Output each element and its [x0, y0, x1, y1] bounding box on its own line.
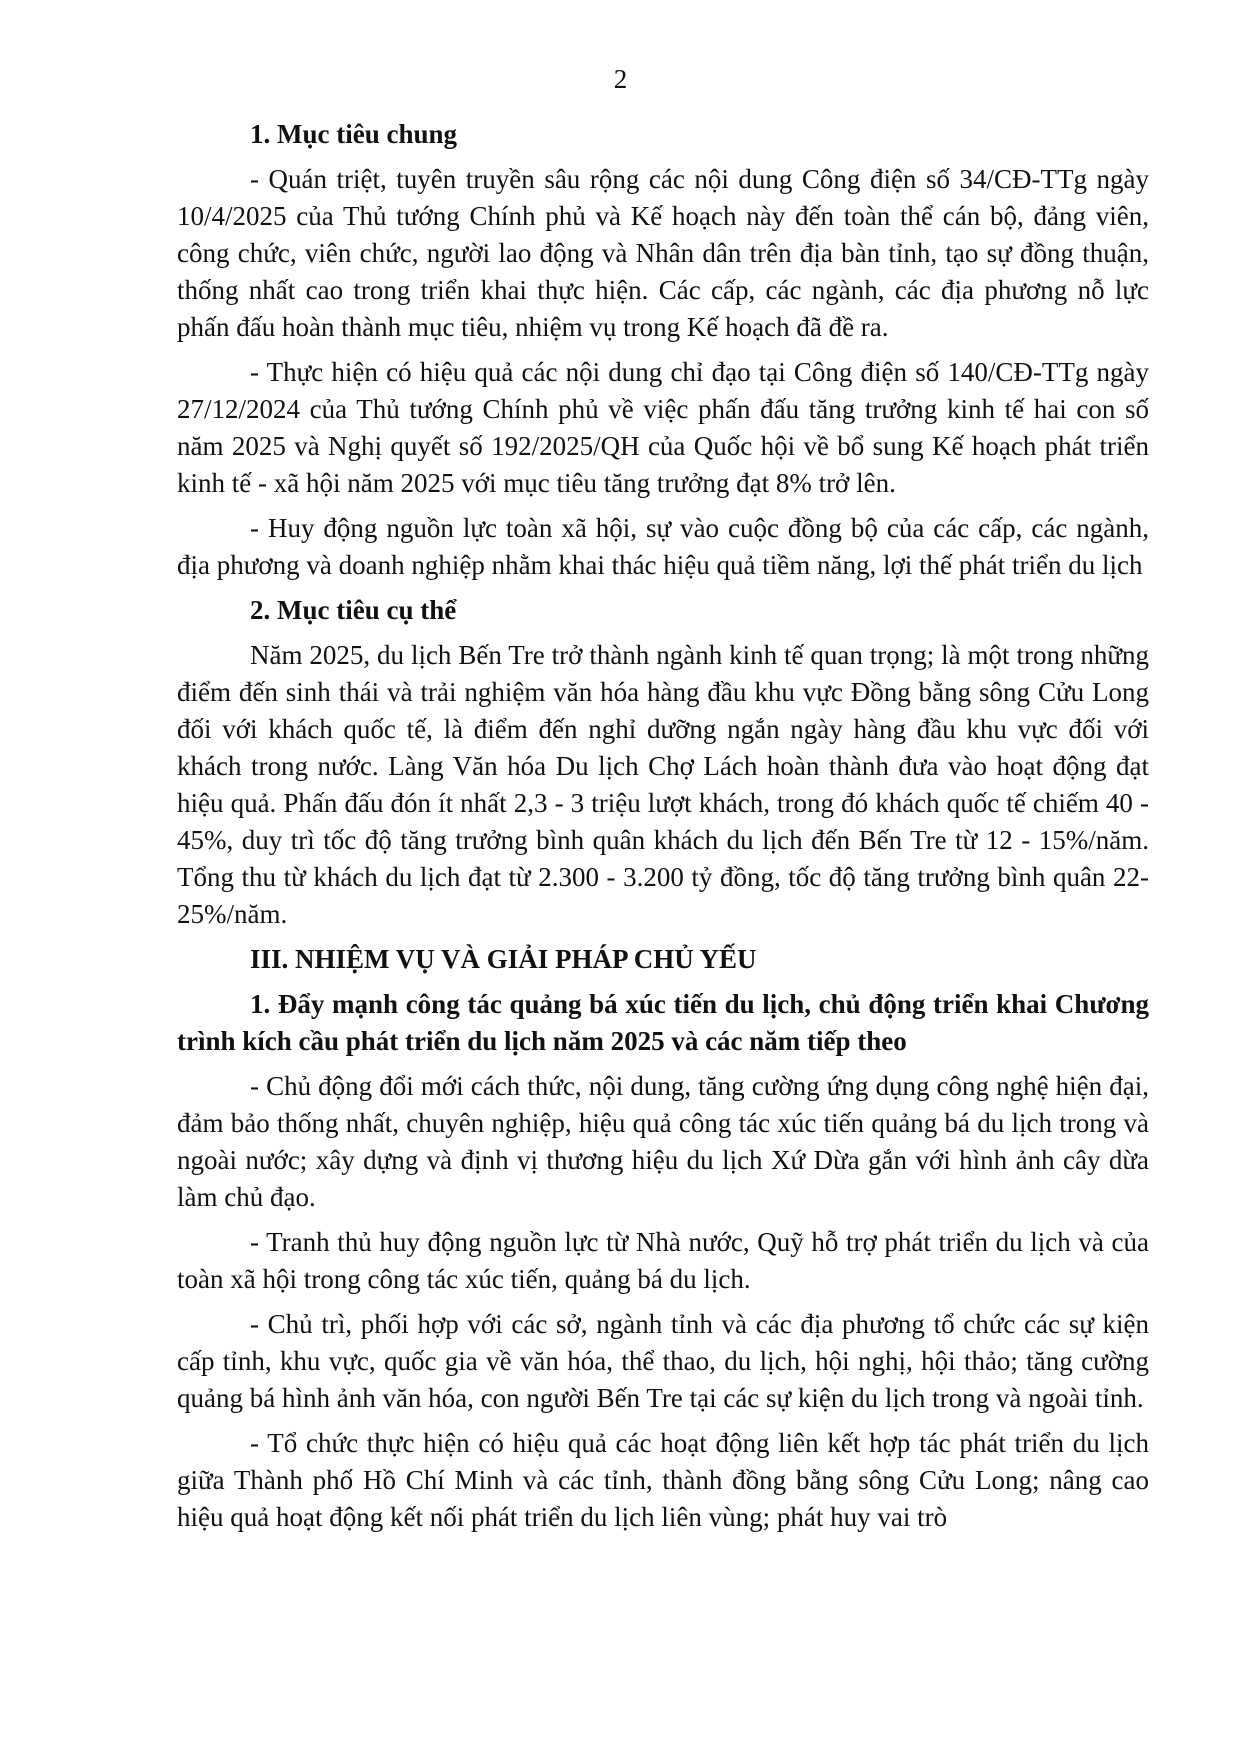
- page-number: 2: [613, 64, 628, 94]
- heading-promotion: 1. Đẩy mạnh công tác quảng bá xúc tiến du lịch, chủ động triển khai Chương trình kích cầu phát triển du lịch năm 2025 và các năm tiếp theo: [177, 989, 1149, 1056]
- paragraph-innovation: - Chủ động đổi mới cách thức, nội dung, tăng cường ứng dụng công nghệ hiện đại, đảm bảo thống nhất, chuyên nghiệp, hiệu quả công tác xúc tiến quảng bá du lịch trong và ngoài nước; xây dựng và định vị thương hiệu du lịch Xứ Dừa gắn với hình ảnh cây dừa làm chủ đạo.: [177, 1071, 1149, 1212]
- document-body: [177, 116, 1149, 1544]
- paragraph-dissemination: - Quán triệt, tuyên truyền sâu rộng các nội dung Công điện số 34/CĐ-TTg ngày 10/4/2025 của Thủ tướng Chính phủ và Kế hoạch này đến toàn thể cán bộ, đảng viên, công chức, viên chức, người lao động và Nhân dân trên địa bàn tỉnh, tạo sự đồng thuận, thống nhất cao trong triển khai thực hiện. Các cấp, các ngành, các địa phương nỗ lực phấn đấu hoàn thành mục tiêu, nhiệm vụ trong Kế hoạch đã đề ra.: [177, 164, 1149, 342]
- paragraph-regional-cooperation: - Tổ chức thực hiện có hiệu quả các hoạt động liên kết hợp tác phát triển du lịch giữa Thành phố Hồ Chí Minh và các tỉnh, thành đồng bằng sông Cửu Long; nâng cao hiệu quả hoạt động kết nối phát triển du lịch liên vùng; phát huy vai trò: [177, 1428, 1149, 1532]
- paragraph-implementation: - Thực hiện có hiệu quả các nội dung chỉ đạo tại Công điện số 140/CĐ-TTg ngày 27/12/2024 của Thủ tướng Chính phủ về việc phấn đấu tăng trưởng kinh tế hai con số năm 2025 và Nghị quyết số 192/2025/QH của Quốc hội về bổ sung Kế hoạch phát triển kinh tế - xã hội năm 2025 với mục tiêu tăng trưởng đạt 8% trở lên.: [177, 357, 1149, 498]
- heading-general-objectives: 1. Mục tiêu chung: [250, 119, 458, 149]
- heading-specific-objectives: 2. Mục tiêu cụ thể: [250, 595, 457, 625]
- paragraph-targets-2025: Năm 2025, du lịch Bến Tre trở thành ngành kinh tế quan trọng; là một trong những điểm đến sinh thái và trải nghiệm văn hóa hàng đầu khu vực Đồng bằng sông Cửu Long đối với khách quốc tế, là điểm đến nghỉ dưỡng ngắn ngày hàng đầu khu vực đối với khách trong nước. Làng Văn hóa Du lịch Chợ Lách hoàn thành đưa vào hoạt động đạt hiệu quả. Phấn đấu đón ít nhất 2,3 - 3 triệu lượt khách, trong đó khách quốc tế chiếm 40 - 45%, duy trì tốc độ tăng trưởng bình quân khách du lịch đến Bến Tre từ 12 - 15%/năm. Tổng thu từ khách du lịch đạt từ 2.300 - 3.200 tỷ đồng, tốc độ tăng trưởng bình quân 22-25%/năm.: [177, 640, 1149, 929]
- heading-section-iii: III. NHIỆM VỤ VÀ GIẢI PHÁP CHỦ YẾU: [250, 944, 757, 974]
- paragraph-mobilize-resources: - Huy động nguồn lực toàn xã hội, sự vào cuộc đồng bộ của các cấp, các ngành, địa phương và doanh nghiệp nhằm khai thác hiệu quả tiềm năng, lợi thế phát triển du lịch: [177, 513, 1149, 580]
- paragraph-events: - Chủ trì, phối hợp với các sở, ngành tỉnh và các địa phương tổ chức các sự kiện cấp tỉnh, khu vực, quốc gia về văn hóa, thể thao, du lịch, hội nghị, hội thảo; tăng cường quảng bá hình ảnh văn hóa, con người Bến Tre tại các sự kiện du lịch trong và ngoài tỉnh.: [177, 1309, 1149, 1413]
- paragraph-funding: - Tranh thủ huy động nguồn lực từ Nhà nước, Quỹ hỗ trợ phát triển du lịch và của toàn xã hội trong công tác xúc tiến, quảng bá du lịch.: [177, 1227, 1149, 1294]
